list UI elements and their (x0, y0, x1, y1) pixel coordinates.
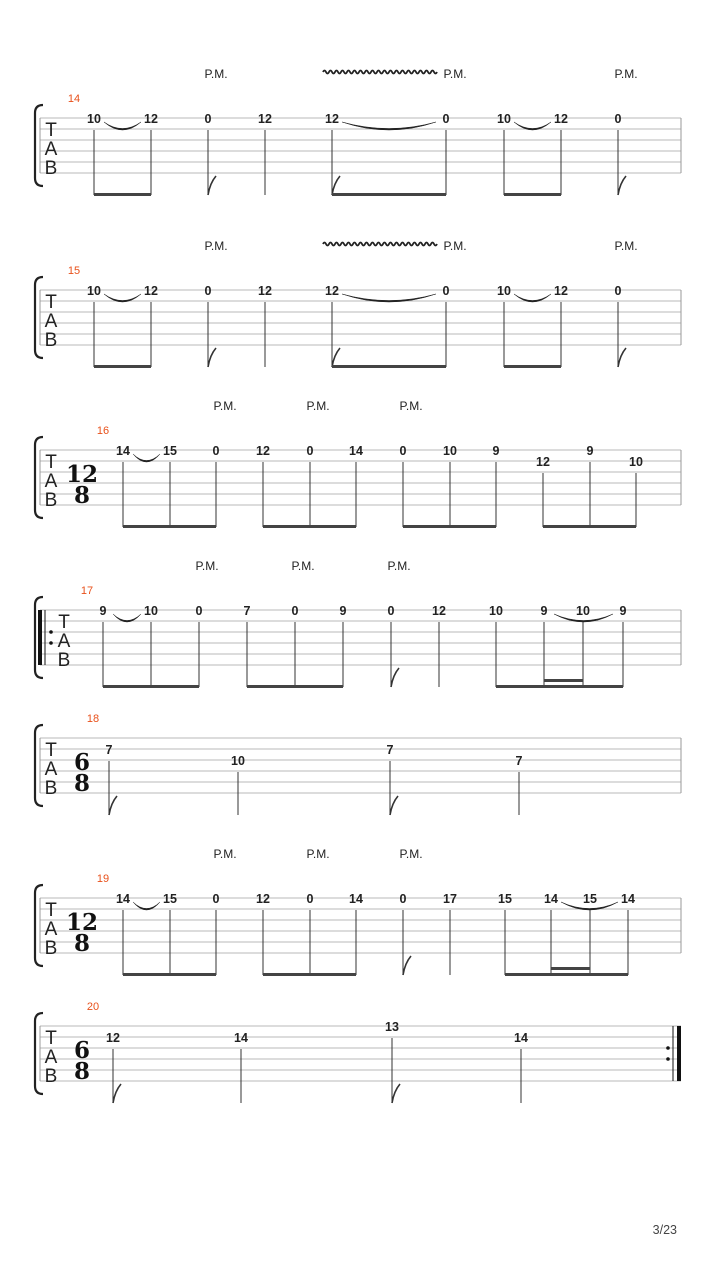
measure-number: 14 (67, 93, 81, 105)
beam-secondary (551, 967, 590, 970)
fret-number: 10 (87, 112, 101, 126)
palm-mute-label: P.M. (306, 847, 330, 861)
palm-mute-label: P.M. (399, 847, 423, 861)
system-bracket (35, 277, 43, 358)
beam (123, 973, 216, 976)
palm-mute-label: P.M. (399, 399, 423, 413)
note-flag (618, 176, 626, 195)
fret-number: 9 (586, 444, 594, 458)
measure-number: 19 (96, 873, 110, 885)
note-flag (391, 668, 399, 687)
time-signature-bottom: 8 (73, 930, 91, 957)
fret-number: 9 (619, 604, 627, 618)
note-flag (332, 176, 340, 195)
fret-number: 15 (498, 892, 512, 906)
measure-number: 16 (96, 425, 110, 437)
palm-mute-label: P.M. (195, 559, 219, 573)
repeat-dot (49, 630, 53, 634)
fret-number: 0 (442, 112, 450, 126)
system-bracket (35, 725, 43, 806)
beam (403, 525, 496, 528)
fret-number: 7 (105, 743, 113, 757)
fret-number: 12 (106, 1031, 120, 1045)
fret-number: 0 (306, 892, 314, 906)
fret-number: 0 (204, 112, 212, 126)
fret-number: 14 (349, 892, 363, 906)
fret-number: 0 (399, 444, 407, 458)
fret-number: 10 (443, 444, 457, 458)
tab-letter: T (45, 1028, 57, 1049)
tab-letter: B (44, 330, 58, 351)
system-bracket (35, 105, 43, 186)
tab-letter: A (44, 471, 58, 492)
beam (103, 685, 199, 688)
fret-number: 14 (116, 892, 130, 906)
measure-number: 20 (86, 1001, 100, 1013)
tab-letter: A (44, 311, 58, 332)
beam (94, 193, 151, 196)
fret-number: 12 (256, 892, 270, 906)
fret-number: 9 (339, 604, 347, 618)
page-number: 3/23 (652, 1223, 677, 1237)
note-flag (390, 796, 398, 815)
beam (543, 525, 636, 528)
note-flag (332, 348, 340, 367)
fret-number: 10 (144, 604, 158, 618)
note-flag (208, 176, 216, 195)
palm-mute-label: P.M. (443, 67, 467, 81)
fret-number: 12 (554, 112, 568, 126)
palm-mute-label: P.M. (443, 239, 467, 253)
fret-number: 12 (325, 112, 339, 126)
palm-mute-label: P.M. (614, 67, 638, 81)
fret-number: 14 (621, 892, 635, 906)
tab-letter: B (44, 158, 58, 179)
fret-number: 14 (544, 892, 558, 906)
fret-number: 7 (515, 754, 523, 768)
system-bracket (35, 1013, 43, 1094)
tab-letter: A (44, 139, 58, 160)
fret-number: 10 (629, 455, 643, 469)
system-bracket (35, 885, 43, 966)
fret-number: 12 (536, 455, 550, 469)
beam (496, 685, 623, 688)
vibrato-mark (323, 243, 437, 246)
tab-letter: B (57, 650, 71, 671)
tab-letter: A (44, 759, 58, 780)
note-flag (208, 348, 216, 367)
fret-number: 15 (163, 444, 177, 458)
palm-mute-label: P.M. (204, 67, 228, 81)
fret-number: 17 (443, 892, 457, 906)
note-flag (113, 1084, 121, 1103)
fret-number: 0 (306, 444, 314, 458)
tab-letter: A (57, 631, 71, 652)
beam (94, 365, 151, 368)
fret-number: 10 (576, 604, 590, 618)
fret-number: 9 (540, 604, 548, 618)
tab-letter: B (44, 490, 58, 511)
fret-number: 0 (212, 444, 220, 458)
fret-number: 0 (291, 604, 299, 618)
beam-secondary (544, 679, 583, 682)
tab-letter: B (44, 938, 58, 959)
fret-number: 0 (399, 892, 407, 906)
fret-number: 13 (385, 1020, 399, 1034)
tab-letter: T (58, 612, 70, 633)
beam (332, 193, 446, 196)
fret-number: 0 (212, 892, 220, 906)
measure-number: 17 (80, 585, 94, 597)
fret-number: 12 (554, 284, 568, 298)
fret-number: 0 (614, 112, 622, 126)
beam (504, 365, 561, 368)
beam (123, 525, 216, 528)
fret-number: 9 (492, 444, 500, 458)
time-signature-bottom: 8 (73, 1058, 91, 1085)
palm-mute-label: P.M. (204, 239, 228, 253)
fret-number: 12 (258, 284, 272, 298)
time-signature-bottom: 8 (73, 482, 91, 509)
tab-letter: T (45, 120, 57, 141)
time-signature-top: 12 (65, 461, 99, 488)
fret-number: 7 (243, 604, 251, 618)
beam (247, 685, 343, 688)
beam (263, 973, 356, 976)
note-flag (392, 1084, 400, 1103)
repeat-thick-bar (677, 1026, 681, 1081)
tab-letter: B (44, 778, 58, 799)
tab-letter: T (45, 292, 57, 313)
note-flag (403, 956, 411, 975)
beam (263, 525, 356, 528)
repeat-dot (666, 1046, 670, 1050)
repeat-dot (666, 1057, 670, 1061)
fret-number: 14 (349, 444, 363, 458)
palm-mute-label: P.M. (291, 559, 315, 573)
tab-letter: A (44, 1047, 58, 1068)
fret-number: 15 (163, 892, 177, 906)
fret-number: 12 (144, 112, 158, 126)
tab-letter: A (44, 919, 58, 940)
time-signature-top: 6 (73, 749, 91, 776)
vibrato-mark (323, 71, 437, 74)
measure-number: 18 (86, 713, 100, 725)
note-flag (109, 796, 117, 815)
beam (504, 193, 561, 196)
time-signature-top: 6 (73, 1037, 91, 1064)
fret-number: 0 (614, 284, 622, 298)
fret-number: 15 (583, 892, 597, 906)
repeat-dot (49, 641, 53, 645)
fret-number: 0 (195, 604, 203, 618)
fret-number: 14 (234, 1031, 248, 1045)
fret-number: 12 (432, 604, 446, 618)
fret-number: 9 (99, 604, 107, 618)
fret-number: 12 (258, 112, 272, 126)
time-signature-top: 12 (65, 909, 99, 936)
beam (505, 973, 628, 976)
fret-number: 10 (489, 604, 503, 618)
fret-number: 7 (386, 743, 394, 757)
fret-number: 12 (325, 284, 339, 298)
fret-number: 14 (116, 444, 130, 458)
time-signature-bottom: 8 (73, 770, 91, 797)
fret-number: 0 (387, 604, 395, 618)
fret-number: 14 (514, 1031, 528, 1045)
palm-mute-label: P.M. (213, 399, 237, 413)
fret-number: 10 (231, 754, 245, 768)
system-bracket (35, 437, 43, 518)
note-flag (618, 348, 626, 367)
tab-letter: T (45, 452, 57, 473)
palm-mute-label: P.M. (387, 559, 411, 573)
fret-number: 10 (87, 284, 101, 298)
fret-number: 0 (204, 284, 212, 298)
palm-mute-label: P.M. (614, 239, 638, 253)
repeat-thick-bar (38, 610, 42, 665)
palm-mute-label: P.M. (213, 847, 237, 861)
measure-number: 15 (67, 265, 81, 277)
fret-number: 12 (256, 444, 270, 458)
fret-number: 10 (497, 112, 511, 126)
beam (332, 365, 446, 368)
tab-letter: B (44, 1066, 58, 1087)
fret-number: 10 (497, 284, 511, 298)
palm-mute-label: P.M. (306, 399, 330, 413)
fret-number: 12 (144, 284, 158, 298)
fret-number: 0 (442, 284, 450, 298)
tab-letter: T (45, 740, 57, 761)
tab-letter: T (45, 900, 57, 921)
